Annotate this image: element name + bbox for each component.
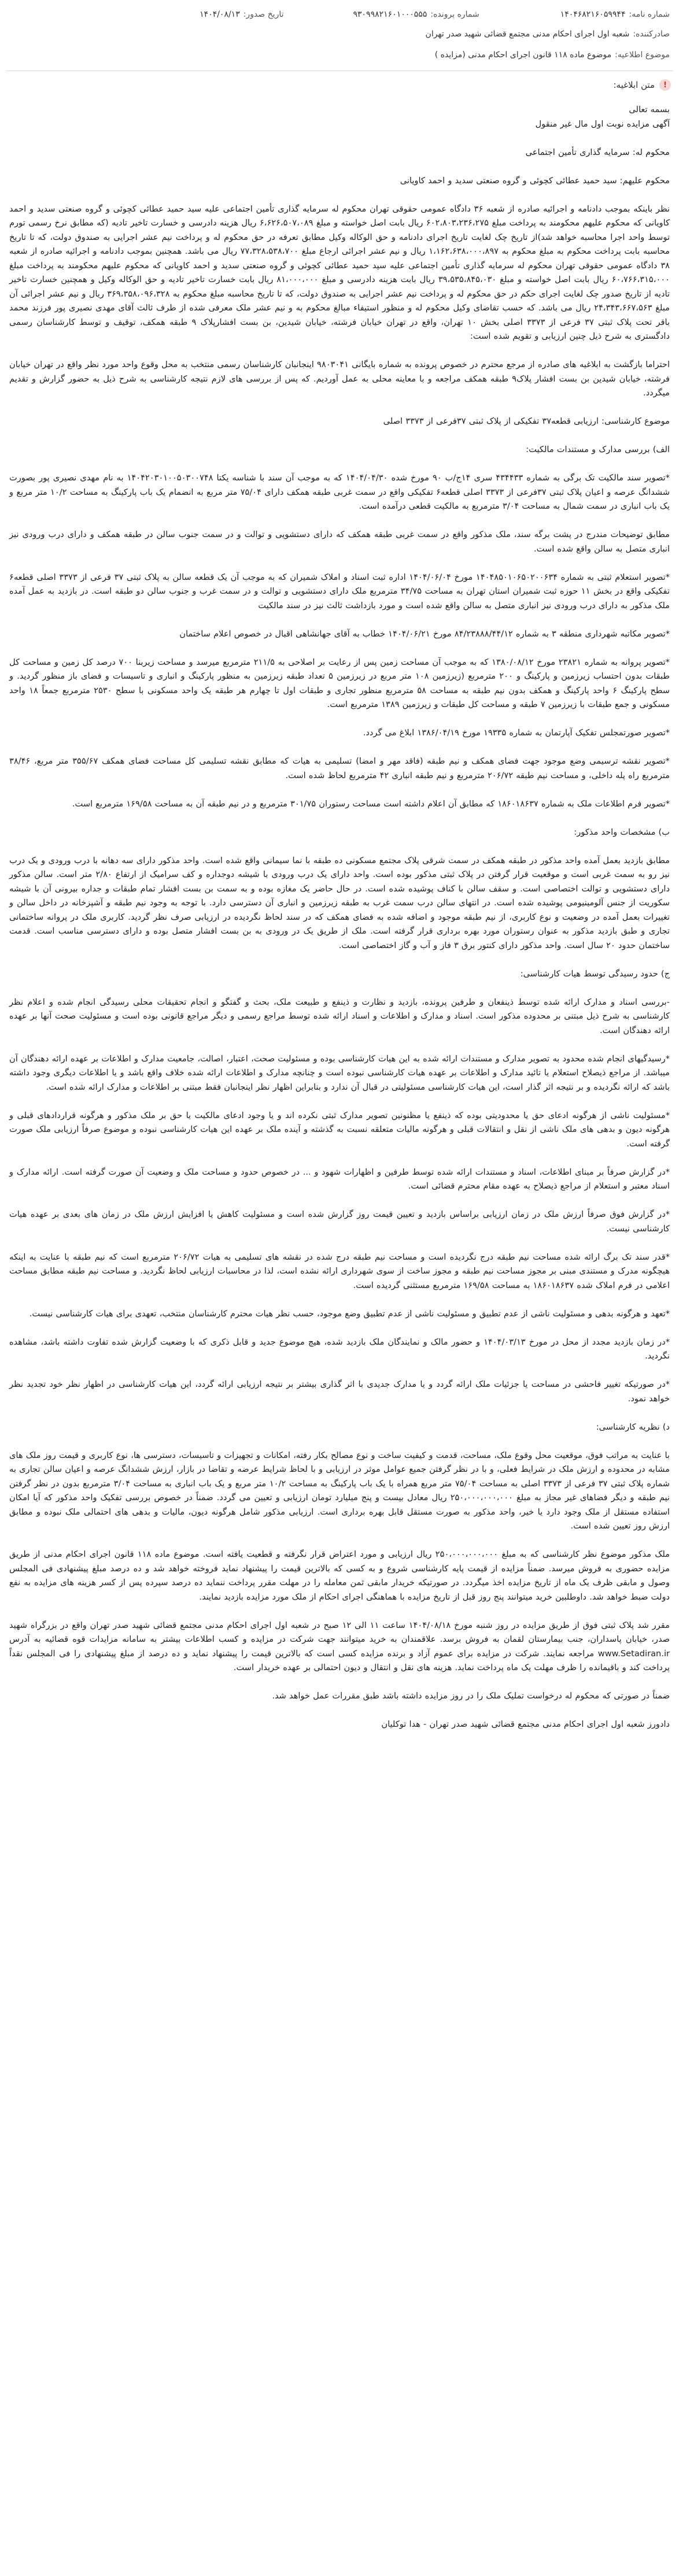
body-paragraph: ملک مذکور موضوع نظر کارشناسی که به مبلغ ۲۵۰،۰۰۰،۰۰۰،۰۰۰ ریال ارزیابی و مورد اعتراض قرار نگرفته و قطعیت یافته است. موضوع ماده ۱۱۸ قانون اجرای احکام مدنی از طریق مزایده حضوری به فروش میرسد. ضمناً مزایده از قیمت پایه کارشناسی شروع و به کسی که بالاترین قیمت را پیشنهاد نماید فروخته خواهد شد و ده درصد مبلغ پیشنهادی فی المجلس وصول و مابقی ظرف یک ماه از تاریخ مزایده اخذ میگردد. در صورتیکه خریدار مابقی ثمن معامله را در مهلت مقرر پرداخت ننماید ده درصد سپرده پس از کسر هزینه های مزایده به نفع دولت ضبط خواهد شد. داوطلبین خرید میتوانند پنج روز قبل از تاریخ مزایده با هماهنگی اجرای احکام از ملک مورد مزایده بازدید نمایند. (9, 1549, 670, 1602)
body-paragraph: *تصویر نقشه ترسیمی وضع موجود جهت فضای همکف و نیم طبقه (فاقد مهر و امضا) تسلیمی به هیات که مطابق نقشه تسلیمی کل مساحت فضای همکف ۳۵۵/۶۷ متر مربع، ۳۸/۴۶ مترمربع راه پله داخلی، و مساحت نیم طبقه ۲۰۶/۷۲ مترمربع و نیم طبقه انباری ۴۲ مترمربع لحاظ شده است. (9, 756, 670, 780)
notice-text-title: متن ابلاغیه: (613, 80, 655, 90)
header-row-meta (9, 6, 670, 23)
body-paragraph: محکوم له: سرمایه گذاری تأمین اجتماعی (525, 147, 670, 157)
info-icon: ! (659, 79, 671, 91)
body-paragraph: مطابق بازدید بعمل آمده واحد مذکور در طبقه همکف در سمت شرقی پلاک مجتمع مسکونی ده طبقه با نما سیمانی واقع شده است. واحد مذکور دارای سه دهانه با درب ورودی و یک درب نیز رو به سمت غربی است و موقعیت قرار گرفتن در پلاک ثبتی مذکور بوده است. واحد دارای یک درب ورودی با شیشه دوجداره و کف سرامیک از ارتفاع ۲/۸۰ متر است. سالن مذکور دارای دستشویی و توالت اختصاصی است. و سقف سالن با کناف پوشیده شده است. در حال حاضر یک مغازه بوده و به سمت بن بست افشار تمام طبقات و جداره بیرونی آن با شیشه سکوریت از جنس آلومینیومی پوشیده شده است. در انتهای سالن درب سمت غرب به طبقه زیرزمین و انباری آن دسترسی دارد. با توجه به وجود نیم طبقه و آشپزخانه در داخل سالن و تغییرات بعمل آمده در وضعیت و نوع کاربری، از نیم طبقه موجود و اضافه شده به فضای همکف که در سند لحاظ نگردیده در ارزیابی صرف نظر گردید. کاربری ملک در پروانه ساختمانی تجاری و طبق بازدید مذکور به عنوان رستوران مورد بهره برداری قرار گرفته است. ملک از طریق یک در ورودی به بن بست افشار متصل بوده و دارای دسترسی مناسب است. قدمت ساختمان حدود ۲۰ سال است. واحد مذکور دارای کنتور برق ۳ فاز و آب و گاز اختصاصی است. (9, 855, 670, 950)
body-paragraph: *تصویر فرم اطلاعات ملک به شماره ۱۸۶۰۱۸۶۳۷ که مطابق آن اعلام داشته است مساحت رستوران ۳۰۱/۷۵ مترمربع و در نیم طبقه آن به مساحت ۱۶۹/۵۸ مترمربع است. (72, 798, 670, 809)
header-row-subject (9, 46, 670, 64)
letter-number (560, 10, 670, 19)
letter-number-value: ۱۴۰۴۶۸۲۱۶۰۵۹۹۴۴ (560, 10, 626, 19)
body-paragraph: *تصویر پروانه به شماره ۲۳۸۲۱ مورخ ۱۳۸۰/۰۸/۱۲ که به موجب آن مساحت زمین پس از رعایت بر اصلاحی به ۲۱۱/۵ مترمربع میرسد و مساحت زیربنا ۷۰۰ درصد کل زمین و مساحت کل طبقات بدون احتساب زیرزمین و پارکینگ و ۲۰۰ مترمربع (زیرزمین ۱۰۸ متر مربع در زیرزمین ۵ تعداد طبقه زیرزمین به منظور پارکینگ و انباری و تاسیسات و فضای باز منظور گردید. و سطح پارکینگ ۶ واحد پارکینگ و همکف بدون نیم طبقه به مساحت ۵۸ مترمربع منظور تجاری و طبقات اول تا چهارم هر طبقه یک واحد مسکونی با سطح ۲۵۳۰ مترمربع جمعاً ۱۸ واحد مسکونی و جمع طبقات با زیرزمین ۷ طبقه و مساحت کل طبقات و زیرزمین ۱۳۸۹ مترمربع است. (9, 657, 670, 709)
subject-label: موضوع اطلاعیه: (615, 50, 670, 60)
body-paragraph: دادورز شعبه اول اجرای احکام مدنی مجتمع قضائی شهید صدر تهران - هدا توکلیان (381, 1719, 670, 1729)
body-paragraph: *در گزارش صرفاً بر مبنای اطلاعات، اسناد و مستندات ارائه شده توسط طرفین و اظهارات شهود و ... در خصوص حدود و مساحت ملک و وضعیت آن صورت گرفته است. ارائه مدارک و اسناد معتبر و استعلام از مراجع ذیصلاح به عهده مقام محترم قضائی است. (9, 1167, 670, 1191)
body-paragraph: -بررسی اسناد و مدارک ارائه شده توسط ذینفعان و طرفین پرونده، بازدید و نظارت و ذینفع و طبیعت ملک، بحث و گفتگو و انجام تحقیقات محلی رسیدگی انجام شده و اعلام نظر کارشناسی به شرح ذیل مبتنی بر محدوده مذکور است. اسناد و مدارک و اطلاعات و اسناد ارائه شده توسط مراجع رسمی و دیگر مراجع قانونی بوده است و مسئولیت صحت آنها بر عهده ارائه دهندگان است. (9, 997, 670, 1035)
body-paragraph: د) نظریه کارشناسی: (596, 1422, 670, 1432)
body-paragraph: مقرر شد پلاک ثبتی فوق از طریق مزایده در روز شنبه مورخ ۱۴۰۴/۰۸/۱۸ ساعت ۱۱ الی ۱۲ صبح در شعبه اول اجرای احکام مدنی مجتمع قضائی شهید صدر تهران واقع در بزرگراه شهید صدر، خیابان پاسداران، جنب بیمارستان لقمان به فروش برسد. علاقمندان به خرید میتوانند جهت شرکت در مزایده و کسب اطلاعات بیشتر به سامانه مزایدات قوه قضائیه به آدرس www.Setadiran.ir مراجعه نمایند. شرکت در مزایده برای عموم آزاد و برنده مزایده کسی است که بالاترین قیمت را پیشنهاد نماید و ده درصد از مبلغ پیشنهادی را فی المجلس نقداً پرداخت کند و باقیمانده را ظرف مهلت یک ماه پرداخت نماید. هزینه های نقل و انتقال و دیون احتمالی بر عهده خریدار است. (9, 1620, 670, 1672)
body-paragraph: الف) بررسی مدارک و مستندات مالکیت: (526, 445, 670, 454)
issuer (426, 29, 670, 39)
body-paragraph: مطابق توضیحات مندرج در پشت برگه سند، ملک مذکور واقع در سمت غربی طبقه همکف که دارای دستشویی و توالت و در سمت جنوب سالن در طبقه همکف و دارای درب ورودی نیز انباری متصل به سالن واقع شده است. (9, 530, 670, 554)
body-paragraph: آگهی مزایده نوبت اول مال غیر منقول (535, 119, 670, 129)
body-paragraph: ب) مشخصات واحد مذکور: (574, 827, 670, 837)
letter-number-label: شماره نامه: (629, 10, 670, 19)
issue-date-value: ۱۴۰۴/۰۸/۱۳ (200, 10, 240, 19)
body-paragraph: *در صورتیکه تغییر فاحشی در مساحت یا جزئیات ملک ارائه گردد و یا مدارک جدیدی با اثر گذاری بیشتر بر نتیجه ارزیابی ارائه گردد، این هیات کارشناسی در اظهار نظر خود تجدید نظر خواهد نمود. (9, 1379, 670, 1404)
body-paragraph: *قدر سند تک برگ ارائه شده مساحت نیم طبقه درج نگردیده است و مساحت نیم طبقه درج شده در نقشه های تسلیمی به هیات ۲۰۶/۷۲ مترمربع است که نیم طبقه با عنایت به اینکه هیچگونه مدرک و مستندی مبنی بر مجوز مساحت نیم طبقه و مجوز ساخت از سوی شهرداری ارائه نشده است، لذا در محاسبات ارزیابی لحاظ نگردید. و مساحت نیم طبقه مطابق مساحت اعلامی در فرم املاک شده ۱۸۶۰۱۸۶۳۷ به مساحت ۱۶۹/۵۸ مترمربع مستثنی گردیده است. (9, 1252, 670, 1290)
notice-body (9, 103, 670, 1732)
issue-date (200, 10, 283, 19)
body-paragraph: نظر باینکه بموجب دادنامه و اجرائیه صادره از شعبه ۳۶ دادگاه عمومی حقوقی تهران محکوم له سرمایه گذاری تأمین اجتماعی علیه سید حمید عطائی کچوئی و گروه صنعتی سدید و احمد کاویانی که محکوم علیهم محکومند به پرداخت مبلغ ۶۰۲،۸۰۳،۲۳۶،۲۷۵ ریال بابت اصل خواسته و مبلغ ۶،۶۲۶،۵۰۷،۰۸۹ ریال هزینه دادرسی و خسارت تاخیر تادیه (که مطابق نرخ رسمی تورم توسط واحد اجرا محاسبه خواهد شد)از تاریخ چک لغایت تاریخ اجرای دادنامه و حق الوکاله وکیل مطابق تعرفه در حق محکوم له و پرداخت نیم عشر اجرایی به صندوق دولت، که تا تاریخ محاسبه بابت پرداخت محکوم به مبلغ محکوم به ۱،۱۶۲،۶۳۸،۰۰۰،۸۹۷ ریال و نیم عشر اجرائی ارجاع مبلغ ۷۷،۳۲۸،۵۳۸،۷۰۰ ریال می باشد. همچنین بموجب دادنامه و اجرائیه صادره از شعبه ۳۸ دادگاه عمومی حقوقی تهران محکوم له سرمایه گذاری تأمین اجتماعی علیه سید حمید عطائی کچوئی و گروه صنعتی سدید و احمد کاویانی که محکوم علیهم محکومند به پرداخت مبلغ ۶۰،۷۶۶،۳۱۵،۰۰۰ ریال بابت اصل خواسته و مبلغ ۳۹،۵۳۵،۸۴۵،۰۳۰ ریال بابت هزینه دادرسی و مبلغ ۸۱،۰۰۰،۰۰۰ ریال بابت خسارت تاخیر تادیه و حق الوکاله وکیل و همچنین خسارت تاخیر تادیه از تاریخ صدور چک لغایت اجرای حکم در حق محکوم له و پرداخت نیم عشر اجرایی به صندوق دولت، که تا تاریخ محاسبه مبلغ محکوم به ۳۶۹،۳۵۸،۰۹۶،۳۲۸ ریال و نیم عشر اجرائی آن مبلغ ۲۴،۳۴۳،۶۶۷،۵۶۳ ریال می باشد. که حسب تقاضای وکیل محکوم له و منظور استیفاء مبالغ محکوم به و نیم عشر ملک معرفی شده از طرف ثالث آقای مهدی نصیری پور فرزند محمد باقر تحت پلاک ثبتی ۳۷ فرعی از ۳۳۷۳ اصلی بخش ۱۰ تهران، واقع در تهران خیابان فرشته، خیابان شیدین، بن بست افشارپلاک ۹ طبقه همکف، توقیف و توسط کارشناسان رسمی دادگستری به شرح ذیل چنین ارزیابی و تقویم شده است: (9, 203, 670, 341)
subject-value: موضوع ماده ۱۱۸ قانون اجرای احکام مدنی (مزایده ) (434, 50, 612, 60)
body-paragraph: محکوم علیهم: سید حمید عطائی کچوئی و گروه صنعتی سدید و احمد کاویانی (400, 175, 670, 186)
body-paragraph: *تصویر استعلام ثبتی به شماره ۱۴۰۴۸۵۰۱۰۶۵۰۲۰۰۶۳۴ مورخ ۱۴۰۴/۰۶/۰۴ اداره ثبت اسناد و املاک شمیران که به موجب آن یک قطعه سالن به پلاک ثبتی ۳۷ فرعی از ۳۳۷۳ اصلی قطعه۶ تفکیکی واقع در بخش ۱۱ حوزه ثبت شمیران استان تهران به مساحت ۳۴/۷۵ مترمربع ملک دارای دستشویی و توالت و در سمت غرب و جنوب سالن دو طبقه است. در بازدید به عمل آمده ملک مذکور به دارای درب ورودی نیز انباری متصل به سالن واقع شده است و مورد بازداشت ثالث نیز در سند مالکیت (9, 572, 670, 610)
body-paragraph: ج) حدود رسیدگی توسط هیات کارشناسی: (520, 968, 670, 979)
body-paragraph: *مسئولیت ناشی از هرگونه ادعای حق یا محدودیتی بوده که ذینفع یا مظنونین تصویر مدارک ثبتی نکرده اند و یا وجود ادعای مالکیت یا حق بر ملک مذکور و هرگونه قراردادهای قبلی و هرگونه دیون و بدهی های ملک ناشی از نقل و انتقالات قبلی و هرگونه مالیات متعلقه نسبت به گذشته و آینده ملک بر عهده این هیات کارشناسی نبوده و موضوع صرفاً ارزیابی ملک صورت گرفته است. (9, 1110, 670, 1149)
body-paragraph: با عنایت به مراتب فوق، موقعیت محل وقوع ملک، مساحت، قدمت و کیفیت ساخت و نوع مصالح بکار رفته، امکانات و تجهیزات و تاسیسات، دسترسی ها، نوع کاربری و قیمت روز ملک های مشابه در محدوده و ارزش ملک در شرایط فعلی، و با در نظر گرفتن جمیع عوامل موثر در ارزیابی و با لحاظ شرایط عرضه و تقاضا در بازار، ارزش ششدانگ عرصه و اعیان سالن تجاری به شماره پلاک ثبتی ۳۷ فرعی از ۳۳۷۳ اصلی به مساحت ۷۵/۰۴ متر مربع همراه با یک باب پارکینگ به مساحت ۱۰/۲ متر مربع و یک باب انباری به مساحت ۳/۰۴ مترمربع بدون در نظر گرفتن نیم طبقه و دیگر فضاهای غیر مجاز به مبلغ ۲۵۰،۰۰۰،۰۰۰،۰۰۰ ریال معادل بیست و پنج میلیارد تومان ارزیابی و تعیین می گردد. ضمناً در خصوص بررسی تفکیک واحد مذکور که آیا امکان استفاده مستقل از ملک وجود دارد یا خیر، واحد مذکور به صورت مستقل قابل بهره برداری است. ارزیابی مذکور شامل هرگونه دیون، مالیات و بدهی های احتمالی ملک نبوده و مطابق ارزش روز تعیین شده است. (9, 1450, 670, 1531)
body-paragraph: *در زمان بازدید مجدد از محل در مورخ ۱۴۰۴/۰۳/۱۳ و حضور مالک و نمایندگان ملک بازدید شده، هیچ موضوع جدید و قابل ذکری که با وضعیت گزارش شده تفاوت داشته باشد، مشاهده نگردید. (9, 1337, 670, 1361)
body-paragraph: *رسیدگیهای انجام شده محدود به تصویر مدارک و مستندات ارائه شده به این هیات کارشناسی بوده و مسئولیت صحت، اعتبار، اصالت، جامعیت مدارک و اطلاعات بر عهده ارائه دهندگان آن میباشد. از مراجع ذیصلاح استعلام یا تائید مدارک و اطلاعات بر عهده هیات کارشناسی نبوده است و چنانچه مدارک و اطلاعات ارائه شده خلاف واقع باشد و یا اطلاعات دیگری وجود داشته باشد که ارائه نگردیده و بر نتیجه اثر گذار است، این هیات کارشناسی مسئولیتی در قبال آن ندارد و بنابراین اظهار نظر اینجانبان فقط مبتنی بر اطلاعات و مدارک ارائه شده است. (9, 1053, 670, 1092)
body-paragraph: ضمناً در صورتی که محکوم له درخواست تملیک ملک را در روز مزایده داشته باشد طبق مقررات عمل خواهد شد. (272, 1691, 670, 1701)
body-paragraph: موضوع کارشناسی: ارزیابی قطعه۳۷ تفکیکی از پلاک ثبتی ۳۷فرعی از ۳۳۷۳ اصلی (383, 416, 670, 426)
body-paragraph: بسمه تعالی (629, 105, 670, 114)
issuer-value: شعبه اول اجرای احکام مدنی مجتمع قضائی شهید صدر تهران (425, 29, 630, 39)
body-paragraph: *در گزارش فوق صرفاً ارزش ملک در زمان ارزیابی براساس بازدید و تعیین قیمت روز گزارش شده است و مسئولیت کاهش یا افزایش ارزش ملک در زمان های بعدی بر عهده هیات کارشناسی نیست. (9, 1209, 670, 1234)
issue-date-label: تاریخ صدور: (243, 10, 284, 19)
notice-text-heading (613, 76, 671, 94)
case-number-value: ۹۳۰۹۹۸۲۱۶۰۱۰۰۰۵۵۵ (353, 10, 427, 19)
header-row-issuer (9, 25, 670, 43)
body-paragraph: احتراما بازگشت به ابلاغیه های صادره از مرجع محترم در خصوص پرونده به شماره بایگانی ۹۸۰۳۰۴۱ اینجانبان کارشناسان رسمی منتخب به محل وقوع واحد مورد نظر واقع در تهران خیابان فرشته، خیابان شیدین بن بست افشار پلاک۹ طبقه همکف مراجعه و با معاینه محلی به عمل آوردیم. که پس از بررسی های لازم نتیجه کارشناسی به شرح ذیل به حضور گزارش و تقدیم میگردد. (9, 360, 670, 398)
body-paragraph: *تصویر سند مالکیت تک برگی به شماره ۴۳۴۴۳۳ سری ۱۴ج/ب ۹۰ مورخ شده ۱۴۰۴/۰۴/۳۰ که به موجب آن سند با شناسه یکتا ۱۴۰۴۲۰۳۰۱۰۰۵۰۳۰۰۷۴۸ به نام مهدی نصیری پور بصورت ششدانگ عرصه و اعیان پلاک ثبتی ۳۷فرعی از ۳۳۷۳ اصلی قطعه۶ تفکیکی واقع در سمت غربی طبقه همکف دارای ۷۵/۰۴ متر مربع به انضمام یک باب پارکینگ به مساحت ۱۰/۲ متر مربع و یک باب انباری در سمت شمال به مساحت ۳/۰۴ مترمربع به مالکیت قطعی درآمده است. (9, 473, 670, 511)
body-paragraph: *تعهد و هرگونه بدهی و مسئولیت ناشی از عدم تطبیق و مسئولیت ناشی از عدم تطبیق وضع موجود، حسب نظر هیات محترم کارشناسان منتخب، تعهدی برای هیات کارشناسی نیست. (29, 1308, 670, 1319)
body-paragraph: *تصویر مکاتبه شهرداری منطقه ۳ به شماره ۸۴/۲۳۸۸۸/۴۴/۱۲ مورخ ۱۴۰۴/۰۶/۲۱ خطاب به آقای جهانشاهی اقبال در خصوص اعلام ساختمان (179, 628, 670, 639)
subject (435, 50, 670, 60)
issuer-label: صادرکننده: (633, 29, 670, 39)
case-number (353, 10, 479, 19)
case-number-label: شماره پرونده: (430, 10, 479, 19)
body-paragraph: *تصویر صورتمجلس تفکیک آپارتمان به شماره ۱۹۳۳۵ مورخ ۱۳۸۶/۰۴/۱۹ ابلاغ می گردد. (363, 728, 670, 738)
